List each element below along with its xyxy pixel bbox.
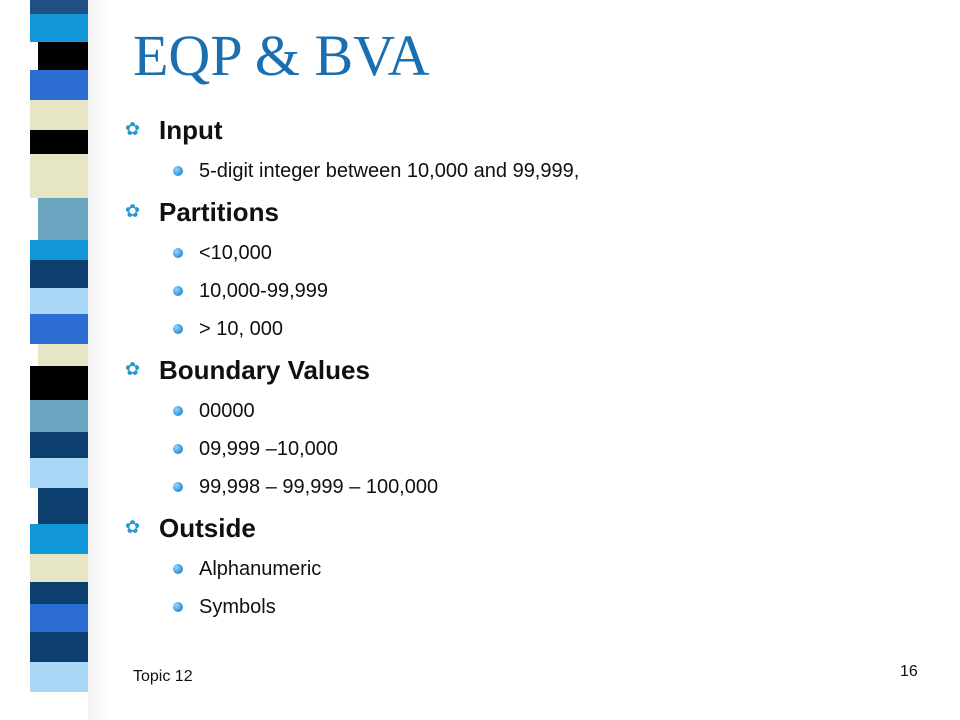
sub-bullet-text: 10,000-99,999 <box>199 279 329 302</box>
sub-bullet-list <box>125 234 925 348</box>
bullet-section <box>125 108 925 190</box>
sub-bullet-item <box>125 310 925 348</box>
sub-bullet-text: 09,999 –10,000 <box>199 437 339 460</box>
sub-bullet-text: Alphanumeric <box>199 557 322 580</box>
stripe-gutter <box>0 0 30 720</box>
sub-bullet-item <box>125 588 925 626</box>
sub-bullet-text: 00000 <box>199 399 255 422</box>
stripe-14 <box>30 400 88 432</box>
sub-bullet-item <box>125 468 925 506</box>
footer-topic: Topic 12 <box>133 668 193 685</box>
section-heading: Input <box>159 114 223 145</box>
stripe-9 <box>30 260 88 288</box>
stripe-6 <box>30 154 88 198</box>
round-bullet-icon <box>173 564 183 574</box>
sub-bullet-text: 99,998 – 99,999 – 100,000 <box>199 475 439 498</box>
stripe-15 <box>30 432 88 458</box>
stripe-shadow-edge <box>88 0 110 720</box>
sub-bullet-text: > 10, 000 <box>199 317 283 340</box>
sub-bullet-item <box>125 152 925 190</box>
sub-bullet-item <box>125 430 925 468</box>
round-bullet-icon <box>173 482 183 492</box>
slide-title: EQP & BVA <box>133 23 430 88</box>
sub-bullet-list <box>125 392 925 506</box>
stripe-18 <box>30 524 88 554</box>
sub-bullet-item <box>125 550 925 588</box>
sub-bullet-item <box>125 392 925 430</box>
stripe-5 <box>30 130 88 154</box>
stripe-23 <box>30 662 88 692</box>
slide-number: 16 <box>900 663 918 680</box>
stripe-19 <box>30 554 88 582</box>
section-heading-row <box>125 348 925 392</box>
bullet-section <box>125 190 925 348</box>
flower-bullet-icon: ✿ <box>125 359 141 380</box>
stripe-11 <box>30 314 88 344</box>
round-bullet-icon <box>173 324 183 334</box>
section-heading: Boundary Values <box>159 354 370 385</box>
stripe-21 <box>30 604 88 632</box>
stripe-10 <box>30 288 88 314</box>
stripe-16 <box>30 458 88 488</box>
round-bullet-icon <box>173 444 183 454</box>
round-bullet-icon <box>173 166 183 176</box>
bullet-section <box>125 506 925 626</box>
round-bullet-icon <box>173 248 183 258</box>
decorative-stripe-bar <box>0 0 110 720</box>
section-heading-row <box>125 190 925 234</box>
round-bullet-icon <box>173 406 183 416</box>
flower-bullet-icon: ✿ <box>125 201 141 222</box>
sub-bullet-item <box>125 272 925 310</box>
stripe-cells <box>30 0 88 720</box>
sub-bullet-item <box>125 234 925 272</box>
section-heading: Partitions <box>159 196 279 227</box>
stripe-4 <box>30 100 88 130</box>
stripe-20 <box>30 582 88 604</box>
section-heading-row <box>125 108 925 152</box>
stripe-3 <box>30 70 88 100</box>
stripe-8 <box>30 240 88 260</box>
stripe-0 <box>30 0 88 14</box>
section-heading-row <box>125 506 925 550</box>
sub-bullet-list <box>125 152 925 190</box>
flower-bullet-icon: ✿ <box>125 119 141 140</box>
slide-content <box>125 108 925 626</box>
flower-bullet-icon: ✿ <box>125 517 141 538</box>
sub-bullet-text: Symbols <box>199 595 276 618</box>
round-bullet-icon <box>173 602 183 612</box>
sub-bullet-list <box>125 550 925 626</box>
sub-bullet-text: 5-digit integer between 10,000 and 99,999, <box>199 159 580 182</box>
stripe-1 <box>30 14 88 42</box>
stripe-22 <box>30 632 88 662</box>
stripe-13 <box>30 366 88 400</box>
round-bullet-icon <box>173 286 183 296</box>
bullet-section <box>125 348 925 506</box>
section-heading: Outside <box>159 512 256 543</box>
sub-bullet-text: <10,000 <box>199 241 272 264</box>
